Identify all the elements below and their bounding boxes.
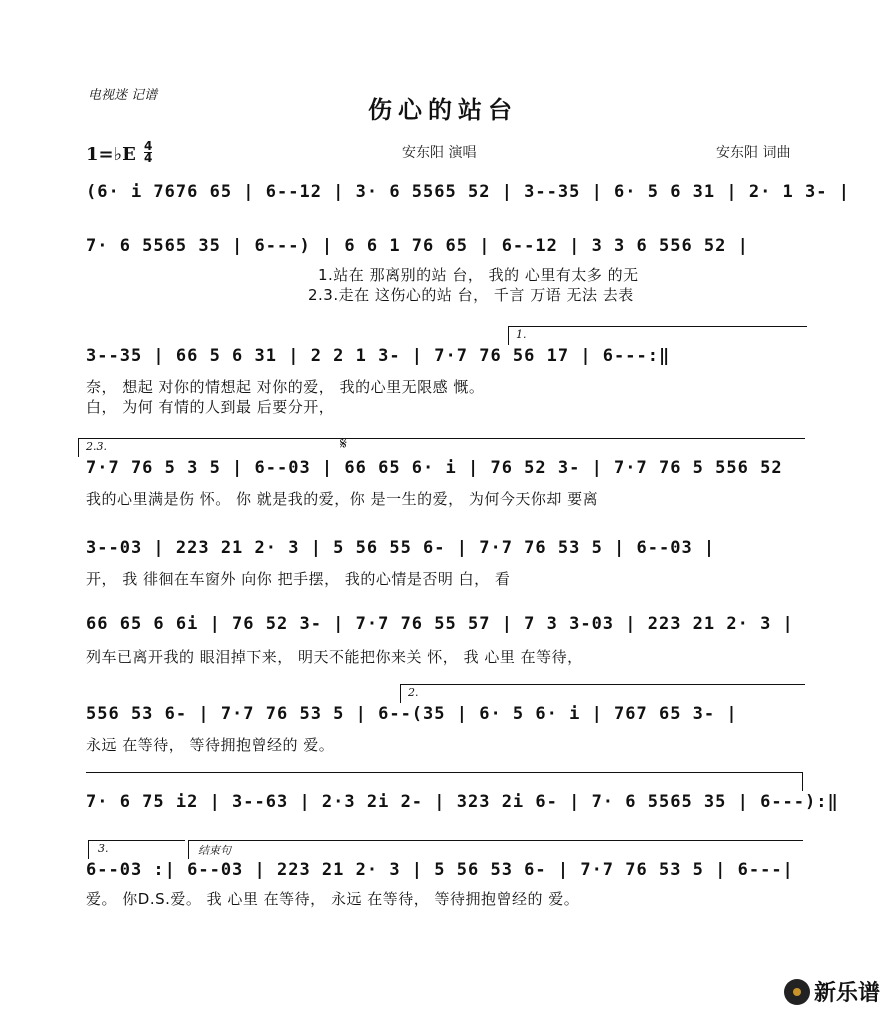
- lyric-row-9: 爱。 你D.S.爱。 我 心里 在等待， 永远 在等待， 等待拥抱曾经的 爱。: [86, 890, 580, 908]
- notation-row-7: 556 53 6- | 7·7 76 53 5 | 6--(35 | 6· 5 6· i | 767 65 3- |: [86, 704, 738, 724]
- key-signature: 1=♭E: [86, 144, 136, 165]
- ending-bracket: [188, 840, 803, 859]
- volta-1-bracket: [508, 326, 807, 345]
- time-signature-top: 4: [144, 139, 153, 153]
- notation-row-2: 7· 6 5565 35 | 6---) | 6 6 1 76 65 | 6--12 | 3 3 6 556 52 |: [86, 236, 749, 256]
- time-signature-bottom: 4: [144, 151, 153, 165]
- lyric-row-3-verse-1: 奈， 想起 对你的情想起 对你的爱， 我的心里无限感 慨。: [86, 378, 485, 396]
- section-bracket: [86, 772, 803, 791]
- author-credit: 安东阳 词曲: [716, 145, 791, 161]
- notation-row-6: 66 65 6 6i | 76 52 3- | 7·7 76 55 57 | 7 3 3-03 | 223 21 2· 3 |: [86, 614, 794, 634]
- lyric-row-7: 永远 在等待， 等待拥抱曾经的 爱。: [86, 736, 335, 754]
- volta-2-label: 2.: [408, 686, 419, 699]
- time-signature: [144, 141, 152, 164]
- volta-23-bracket: [78, 438, 805, 457]
- lyric-row-5: 开， 我 徘徊在车窗外 向你 把手摆， 我的心情是否明 白， 看: [86, 570, 511, 588]
- lyric-row-4: 我的心里满是伤 怀。 你 就是我的爱，你 是一生的爱， 为何今天你却 要离: [86, 490, 599, 508]
- lyric-row-2-verse-1: 1.站在 那离别的站 台， 我的 心里有太多 的无: [318, 266, 639, 284]
- logo-text: 新乐谱: [813, 981, 880, 1006]
- notation-row-5: 3--03 | 223 21 2· 3 | 5 56 55 6- | 7·7 76 53 5 | 6--03 |: [86, 538, 716, 558]
- song-title: 伤心的站台: [368, 95, 518, 124]
- singer-credit: 安东阳 演唱: [402, 145, 477, 161]
- transcriber-note: 电视迷 记谱: [88, 88, 158, 103]
- notation-row-3: 3--35 | 66 5 6 31 | 2 2 1 3- | 7·7 76 56 17 | 6---:‖: [86, 346, 671, 366]
- notation-row-9: 6--03 :| 6--03 | 223 21 2· 3 | 5 56 53 6- | 7·7 76 53 5 | 6---|: [86, 860, 794, 880]
- record-disc-icon: [784, 979, 810, 1005]
- site-logo: [784, 976, 880, 1007]
- lyric-row-3-verse-2: 白， 为何 有情的人到最 后要分开，: [86, 398, 335, 416]
- volta-2-bracket: [400, 684, 805, 703]
- notation-row-4: 7·7 76 5 3 5 | 6--03 | 66 65 6· i | 76 52 3- | 7·7 76 5 556 52: [86, 458, 783, 478]
- ending-label: 结束句: [198, 844, 231, 857]
- lyric-row-6: 列车已离开我的 眼泪掉下来， 明天不能把你来关 怀， 我 心里 在等待，: [86, 648, 583, 666]
- volta-1-label: 1.: [516, 328, 527, 341]
- lyric-row-2-verse-2: 2.3.走在 这伤心的站 台， 千言 万语 无法 去表: [308, 286, 634, 304]
- notation-row-8: 7· 6 75 i2 | 3--63 | 2·3 2i 2- | 323 2i 6- | 7· 6 5565 35 | 6---):‖: [86, 792, 839, 812]
- segno-sign: 𝄋: [340, 434, 347, 453]
- volta-23-label: 2.3.: [86, 440, 107, 453]
- volta-3-label: 3.: [98, 842, 109, 855]
- notation-row-1: (6· i 7676 65 | 6--12 | 3· 6 5565 52 | 3--35 | 6· 5 6 31 | 2· 1 3- |: [86, 182, 850, 202]
